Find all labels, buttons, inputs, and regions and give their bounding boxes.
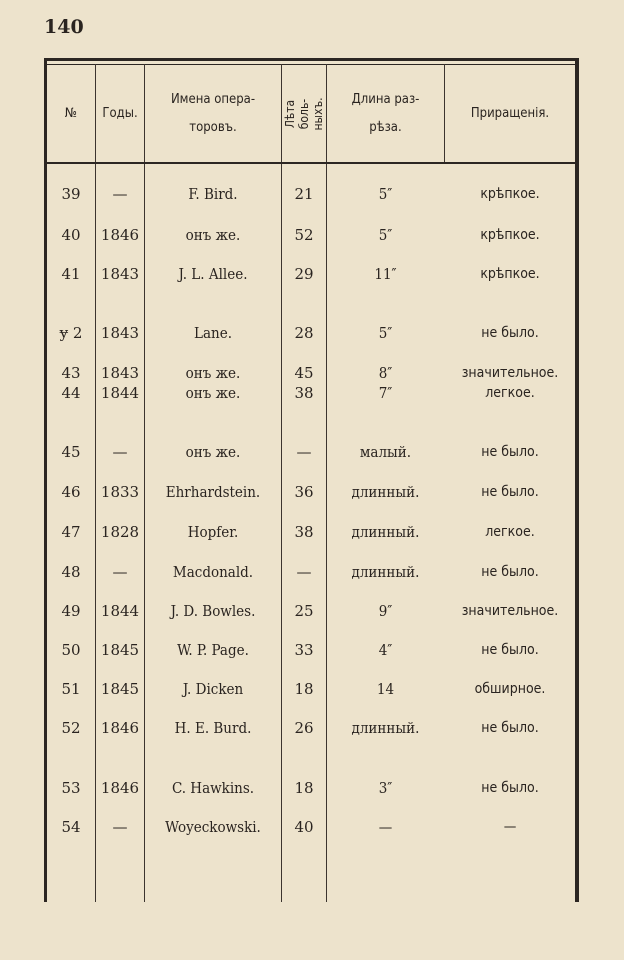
- cell-increase: крѣпкое.: [480, 186, 540, 202]
- cell-name: J. L. Allee.: [178, 265, 248, 283]
- cell-name: Ehrhardstein.: [165, 483, 261, 501]
- cell-length: малый.: [359, 443, 412, 461]
- table-row: [0, 481, 624, 503]
- cell-length: 3″: [378, 779, 393, 797]
- cell-age: 38: [294, 384, 314, 402]
- cell-name: онъ же.: [185, 443, 241, 461]
- cell-increase: не было.: [481, 642, 539, 658]
- table-row: [0, 183, 624, 205]
- cell-length: 14: [376, 680, 395, 698]
- cell-num: 48: [61, 563, 81, 581]
- cell-num: 47: [61, 523, 81, 541]
- cell-length: 9″: [378, 602, 393, 620]
- cell-year: 1846: [100, 226, 140, 244]
- header-rule: [47, 162, 576, 164]
- cell-length: 4″: [378, 641, 393, 659]
- cell-num: 45: [61, 443, 81, 461]
- cell-length: 11″: [374, 265, 397, 283]
- page-number: 140: [44, 16, 84, 38]
- cell-increase: легкое.: [485, 524, 535, 540]
- cell-age: —: [296, 443, 312, 461]
- cell-length: —: [378, 818, 393, 836]
- table-row: [0, 263, 624, 285]
- cell-year: 1844: [100, 384, 140, 402]
- table-row: [0, 678, 624, 700]
- table-row: [0, 561, 624, 583]
- cell-length: 8″: [378, 364, 393, 382]
- cell-year: —: [112, 443, 128, 461]
- cell-increase: крѣпкое.: [480, 227, 540, 243]
- cell-name: C. Hawkins.: [171, 779, 255, 797]
- cell-age: 38: [294, 523, 314, 541]
- cell-num: 39: [61, 185, 81, 203]
- cell-increase: обширное.: [474, 681, 546, 697]
- cell-num: 53: [61, 779, 81, 797]
- cell-age: 29: [294, 265, 314, 283]
- cell-year: 1843: [100, 324, 140, 342]
- cell-year: 1843: [100, 265, 140, 283]
- cell-name: Hopfer.: [187, 523, 239, 541]
- cell-age: 21: [294, 185, 314, 203]
- cell-year: —: [112, 563, 128, 581]
- cell-age: 25: [294, 602, 314, 620]
- header-patient-age: Лѣта боль- ныхъ.: [283, 97, 325, 131]
- cell-name: Macdonald.: [172, 563, 254, 581]
- table-row: [0, 441, 624, 463]
- cell-length: 7″: [378, 384, 393, 402]
- cell-num: 54: [61, 818, 81, 836]
- cell-increase: крѣпкое.: [480, 266, 540, 282]
- cell-name: H. E. Burd.: [174, 719, 252, 737]
- cell-age: 18: [294, 680, 314, 698]
- cell-age: 36: [294, 483, 314, 501]
- table-row: [0, 777, 624, 799]
- header-operators: Имена опера- торовъ.: [170, 92, 256, 135]
- cell-increase: не было.: [481, 780, 539, 796]
- cell-length: 5″: [378, 226, 393, 244]
- cell-increase: не было.: [481, 484, 539, 500]
- header-increase: Приращенія.: [470, 106, 550, 121]
- cell-year: 1846: [100, 719, 140, 737]
- cell-length: длинный.: [351, 523, 420, 541]
- table-row: [0, 382, 624, 404]
- cell-age: —: [296, 563, 312, 581]
- cell-year: 1846: [100, 779, 140, 797]
- cell-increase: не было.: [481, 564, 539, 580]
- header-num: №: [64, 106, 78, 121]
- cell-increase: —: [503, 819, 517, 835]
- cell-age: 33: [294, 641, 314, 659]
- cell-name: онъ же.: [185, 226, 241, 244]
- cell-length: длинный.: [351, 563, 420, 581]
- cell-age: 26: [294, 719, 314, 737]
- cell-num: 46: [61, 483, 81, 501]
- cell-increase: не было.: [481, 444, 539, 460]
- cell-name: онъ же.: [185, 384, 241, 402]
- cell-num: 44: [61, 384, 81, 402]
- cell-num: 49: [61, 602, 81, 620]
- cell-year: 1828: [100, 523, 140, 541]
- cell-year: 1843: [100, 364, 140, 382]
- table-row: [0, 639, 624, 661]
- cell-increase: легкое.: [485, 385, 535, 401]
- table-row: [0, 224, 624, 246]
- table-row: [0, 816, 624, 838]
- cell-name: J. Dicken: [182, 680, 244, 698]
- cell-length: длинный.: [351, 483, 420, 501]
- cell-name: Woyeckowski.: [165, 818, 261, 836]
- cell-year: —: [112, 185, 128, 203]
- cell-length: длинный.: [351, 719, 420, 737]
- cell-year: 1844: [100, 602, 140, 620]
- cell-increase: значительное.: [461, 365, 559, 381]
- cell-increase: значительное.: [461, 603, 559, 619]
- cell-length: 5″: [378, 324, 393, 342]
- cell-num: 51: [61, 680, 81, 698]
- cell-num: 43: [61, 364, 81, 382]
- cell-num: ɏ 2: [59, 324, 83, 342]
- cell-year: 1833: [100, 483, 140, 501]
- cell-age: 52: [294, 226, 314, 244]
- cell-age: 28: [294, 324, 314, 342]
- cell-increase: не было.: [481, 720, 539, 736]
- cell-name: J. D. Bowles.: [170, 602, 256, 620]
- cell-year: 1845: [100, 641, 140, 659]
- cell-year: —: [112, 818, 128, 836]
- cell-name: F. Bird.: [188, 185, 238, 203]
- table-row: [0, 362, 624, 384]
- cell-age: 40: [294, 818, 314, 836]
- cell-name: Lane.: [194, 324, 232, 342]
- table-row: [0, 521, 624, 543]
- cell-name: онъ же.: [185, 364, 241, 382]
- cell-num: 41: [61, 265, 81, 283]
- table-row: [0, 600, 624, 622]
- cell-name: W. P. Page.: [177, 641, 249, 659]
- table-row: [0, 717, 624, 739]
- table-top-rule: [44, 64, 579, 65]
- header-year: Годы.: [102, 106, 138, 121]
- table-row: [0, 322, 624, 344]
- cell-age: 45: [294, 364, 314, 382]
- cell-increase: не было.: [481, 325, 539, 341]
- cell-num: 40: [61, 226, 81, 244]
- cell-num: 52: [61, 719, 81, 737]
- cell-length: 5″: [378, 185, 393, 203]
- cell-num: 50: [61, 641, 81, 659]
- cell-year: 1845: [100, 680, 140, 698]
- cell-age: 18: [294, 779, 314, 797]
- header-incision-length: Длина раз- рѣза.: [351, 92, 420, 135]
